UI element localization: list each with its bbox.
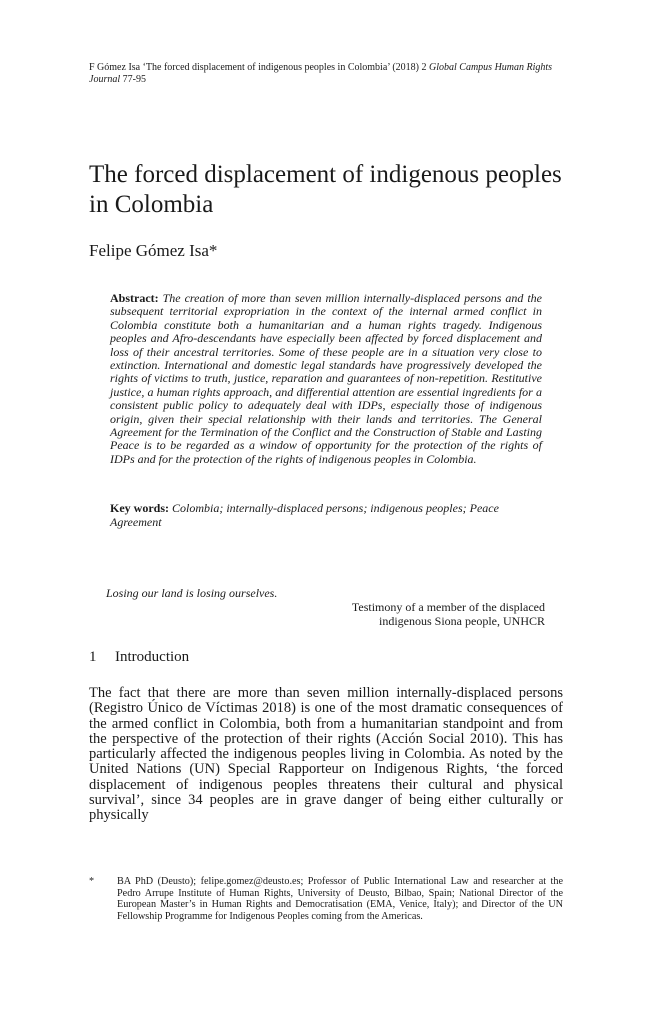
section-number: 1: [89, 649, 97, 665]
abstract-text: The creation of more than seven million internally-displaced persons and the subsequent territorial expropriation in the context of the internal armed conflict in Colombia constitute both a humanitarian and a human rights tragedy. Indigenous peoples and Afro-descendants have especially been affected by forced displacement and loss of their ancestral territories. Some of these people are in a situation very close to extinction. International and domestic legal standards have progressively developed the rights of victims to truth, justice, reparation and guarantees of non-repetition. Restitutive justice, a human rights approach, and differential attention are essential ingredients for a consistent public policy to adequately deal with IDPs, especially those of indigenous origin, given their special relationship with their lands and territories. The General Agreement for the Termination of the Conflict and the Construction of Stable and Lasting Peace is to be regarded as a window of opportunity for the protection of the rights of IDPs and for the protection of the rights of indigenous peoples in Colombia.: [110, 291, 542, 466]
citation-journal: Global Campus Human Rights Journal: [89, 62, 553, 85]
keywords-label: Key words:: [110, 501, 169, 515]
footnote-text: BA PhD (Deusto); felipe.gomez@deusto.es; Professor of Public International Law and researcher at the Pedro Arrupe Institute of Human Rights, University of Deusto, Bilbao, Spain; National Director of the European Master’s in Human Rights and Democratisation (EMA, Venice, Italy); and Director of the UN Fellowship Programme for Indigenous Peoples coming from the Americas.: [117, 876, 563, 922]
section-title: Introduction: [115, 649, 190, 665]
keywords: [110, 501, 542, 529]
section-heading: [89, 648, 189, 666]
citation-pages: 77-95: [120, 74, 146, 85]
attribution-line-2: indigenous Siona people, UNHCR: [379, 614, 545, 628]
body-paragraph: The fact that there are more than seven million internally-displaced persons (Registro Único de Víctimas 2018) is one of the most dramatic consequences of the armed conflict in Colombia, both from a humanitarian standpoint and from the perspective of the protection of their rights (Acción Social 2010). This has particularly affected the indigenous peoples living in Colombia. As noted by the United Nations (UN) Special Rapporteur on Indigenous Rights, ‘the forced displacement of indigenous peoples threatens their cultural and physical survival’, since 34 peoples are in grave danger of being either culturally or physically: [89, 685, 563, 824]
abstract: [110, 292, 542, 466]
epigraph-quote: Losing our land is losing ourselves.: [106, 586, 278, 600]
article-author: Felipe Gómez Isa*: [89, 241, 218, 260]
citation-header: [89, 62, 569, 86]
abstract-label: Abstract:: [110, 291, 159, 305]
epigraph-attribution: [250, 600, 545, 628]
citation-prefix: F Gómez Isa ‘The forced displacement of indigenous peoples in Colombia’ (2018) 2: [89, 62, 430, 73]
attribution-line-1: Testimony of a member of the displaced: [351, 600, 545, 614]
footnote-mark: *: [89, 876, 95, 887]
footnote: [89, 876, 563, 922]
article-title: The forced displacement of indigenous peoples in Colombia: [89, 161, 562, 218]
keywords-text: Colombia; internally-displaced persons; indigenous peoples; Peace Agreement: [110, 501, 499, 529]
